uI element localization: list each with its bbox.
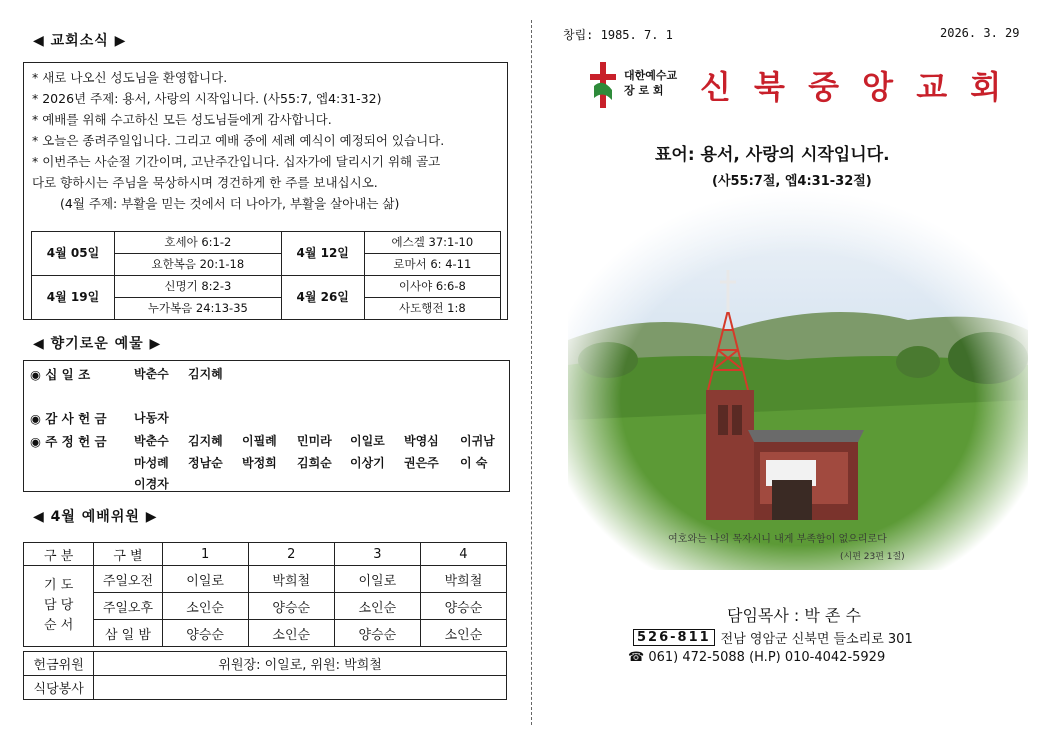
schedule-reading: 사도행전 1:8 bbox=[364, 298, 500, 320]
offering-name: 권은주 bbox=[404, 456, 439, 470]
schedule-date: 4월 26일 bbox=[281, 276, 364, 320]
meal-service-value bbox=[94, 676, 507, 700]
weekly-label: ◉ 주 정 헌 금 bbox=[30, 434, 107, 449]
offering-section-title: ◀ 향기로운 예물 ▶ bbox=[33, 336, 162, 352]
offering-name: 박춘수 bbox=[134, 367, 169, 381]
meal-service-label: 식당봉사 bbox=[24, 676, 94, 700]
church-motto: 표어: 용서, 사랑의 시작입니다. bbox=[655, 145, 890, 165]
denomination-line: 대한예수교 bbox=[624, 69, 678, 82]
offering-name: 이경자 bbox=[134, 477, 169, 491]
table-header: 1 bbox=[162, 543, 248, 566]
offering-name: 민미라 bbox=[297, 434, 332, 448]
news-section-title: ◀ 교회소식 ▶ bbox=[33, 33, 127, 49]
offering-name: 이귀남 bbox=[460, 434, 495, 448]
psalm-verse: 여호와는 나의 목자시니 내게 부족함이 없으리로다 bbox=[668, 534, 887, 545]
prayer-group-label: 기 도 담 당 순 서 bbox=[24, 566, 94, 647]
table-cell: 양승순 bbox=[248, 593, 334, 620]
table-cell: 박희철 bbox=[248, 566, 334, 593]
offering-name: 이필례 bbox=[242, 434, 277, 448]
offering-name: 박춘수 bbox=[134, 434, 169, 448]
table-header: 4 bbox=[420, 543, 506, 566]
schedule-reading: 누가복음 24:13-35 bbox=[115, 298, 282, 320]
worship-committee-table bbox=[23, 542, 507, 700]
fold-divider bbox=[531, 20, 532, 725]
news-item: 다로 향하시는 주님을 묵상하시며 경건하게 한 주를 보내십시오. bbox=[32, 175, 378, 190]
schedule-reading: 로마서 6: 4-11 bbox=[364, 254, 500, 276]
offering-committee-label: 헌금위원 bbox=[24, 652, 94, 676]
offering-name: 이상기 bbox=[350, 456, 385, 470]
psalm-reference: (시편 23편 1절) bbox=[840, 552, 905, 562]
thanks-label: ◉ 감 사 헌 금 bbox=[30, 411, 107, 426]
table-cell: 양승순 bbox=[334, 620, 420, 647]
news-item: * 2026년 주제: 용서, 사랑의 시작입니다. (사55:7, 엡4:31-32) bbox=[32, 91, 382, 106]
offering-name: 마성례 bbox=[134, 456, 169, 470]
schedule-reading: 요한복음 20:1-18 bbox=[115, 254, 282, 276]
service-label: 주일오전 bbox=[94, 566, 162, 593]
denomination bbox=[624, 68, 677, 98]
pastor-name: 담임목사 : 박 존 수 bbox=[727, 606, 861, 625]
address: 전남 영암군 신북면 들소리로 301 bbox=[720, 632, 913, 647]
address-line bbox=[633, 628, 913, 647]
table-cell: 소인순 bbox=[334, 593, 420, 620]
schedule-date: 4월 05일 bbox=[32, 232, 115, 276]
schedule-reading: 에스겔 37:1-10 bbox=[364, 232, 500, 254]
table-header: 구 분 bbox=[24, 543, 94, 566]
table-cell: 양승순 bbox=[162, 620, 248, 647]
offering-committee-value: 위원장: 이일로, 위원: 박희철 bbox=[94, 652, 507, 676]
news-item: * 이번주는 사순절 기간이며, 고난주간입니다. 십자가에 달리시기 위해 골고 bbox=[32, 154, 441, 169]
schedule-date: 4월 19일 bbox=[32, 276, 115, 320]
table-cell: 박희철 bbox=[420, 566, 506, 593]
news-item: * 새로 나오신 성도님을 환영합니다. bbox=[32, 70, 228, 85]
church-name: 신 북 중 앙 교 회 bbox=[700, 68, 1008, 106]
schedule-reading: 호세아 6:1-2 bbox=[115, 232, 282, 254]
offering-name: 정남순 bbox=[188, 456, 223, 470]
motto-reference: (사55:7절, 엡4:31-32절) bbox=[712, 174, 872, 189]
table-header: 3 bbox=[334, 543, 420, 566]
offering-box bbox=[23, 360, 510, 492]
april-theme: (4월 주제: 부활을 믿는 것에서 더 나아가, 부활을 살아내는 삶) bbox=[60, 196, 400, 211]
table-cell: 소인순 bbox=[420, 620, 506, 647]
bulletin-date: 2026. 3. 29 bbox=[940, 26, 1020, 40]
news-box bbox=[23, 62, 508, 320]
schedule-date: 4월 12일 bbox=[281, 232, 364, 276]
postcode: 526-811 bbox=[633, 629, 715, 646]
offering-name: 박정희 bbox=[242, 456, 277, 470]
table-cell: 이일로 bbox=[334, 566, 420, 593]
table-header: 2 bbox=[248, 543, 334, 566]
offering-name: 박영심 bbox=[404, 434, 439, 448]
offering-name: 이일로 bbox=[350, 434, 385, 448]
offering-name: 김지혜 bbox=[188, 367, 223, 381]
reading-schedule-table bbox=[31, 231, 501, 320]
service-label: 삼 일 밤 bbox=[94, 620, 162, 647]
news-item: * 오늘은 종려주일입니다. 그리고 예배 중에 세례 예식이 예정되어 있습니다. bbox=[32, 133, 445, 148]
schedule-reading: 신명기 8:2-3 bbox=[115, 276, 282, 298]
worship-section-title: ◀ 4월 예배위원 ▶ bbox=[33, 509, 158, 525]
table-header: 구 별 bbox=[94, 543, 162, 566]
denomination-line: 장 로 회 bbox=[624, 84, 664, 97]
phone-line: ☎ 061) 472-5088 (H.P) 010-4042-5929 bbox=[628, 650, 886, 665]
church-cross-icon bbox=[588, 60, 618, 110]
offering-name: 김희순 bbox=[297, 456, 332, 470]
news-item: * 예배를 위해 수고하신 모든 성도님들에게 감사합니다. bbox=[32, 112, 332, 127]
offering-name: 나동자 bbox=[134, 411, 169, 425]
table-cell: 소인순 bbox=[248, 620, 334, 647]
founded-date: 창립: 1985. 7. 1 bbox=[563, 28, 673, 42]
table-cell: 소인순 bbox=[162, 593, 248, 620]
table-cell: 이일로 bbox=[162, 566, 248, 593]
church-photo bbox=[568, 190, 1028, 570]
offering-name: 김지혜 bbox=[188, 434, 223, 448]
offering-name: 이 숙 bbox=[460, 456, 488, 470]
table-cell: 양승순 bbox=[420, 593, 506, 620]
tithe-label: ◉ 십 일 조 bbox=[30, 367, 91, 382]
service-label: 주일오후 bbox=[94, 593, 162, 620]
schedule-reading: 이사야 6:6-8 bbox=[364, 276, 500, 298]
